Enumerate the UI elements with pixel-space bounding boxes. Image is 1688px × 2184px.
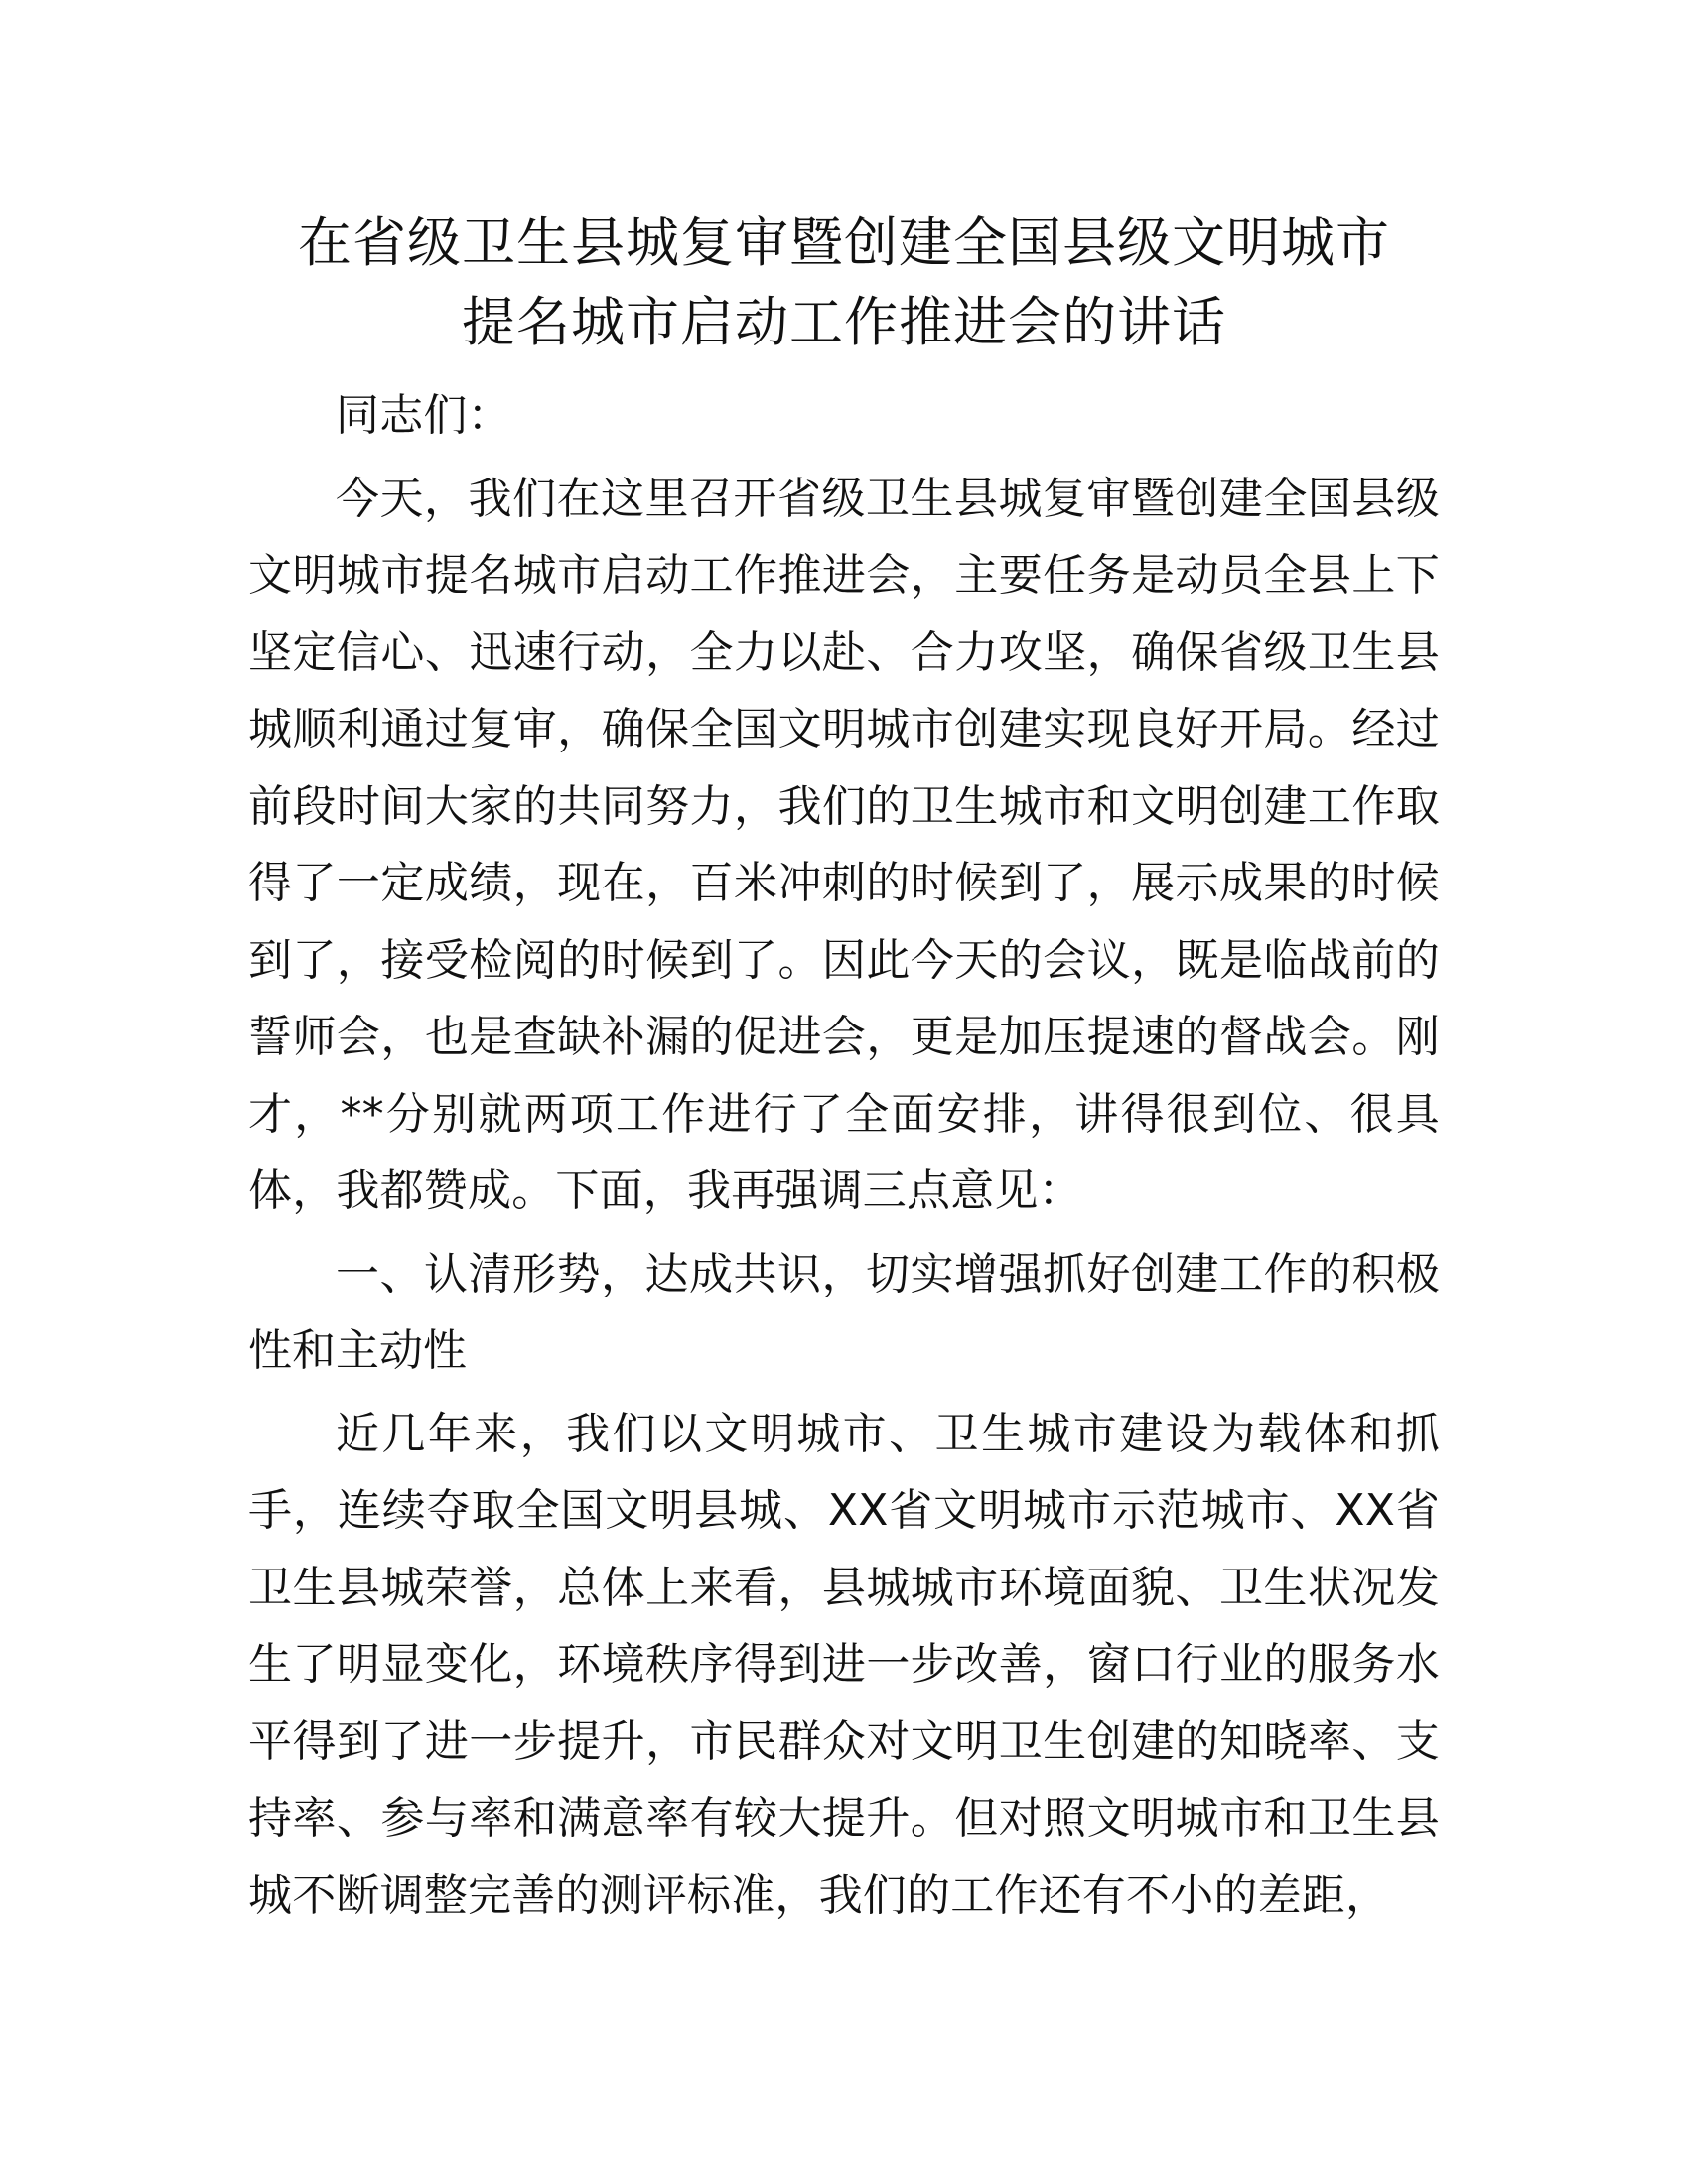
section-heading-1: 一、认清形势，达成共识，切实增强抓好创建工作的积极性和主动性 [248, 1248, 1440, 1376]
document-body [248, 377, 1440, 1934]
opening-paragraph: 今天，我们在这里召开省级卫生县城复审暨创建全国县级文明城市提名城市启动工作推进会，主要任务是动员全县上下坚定信心、迅速行动，全力以赴、合力攻坚，确保省级卫生县城顺利通过复审，确保全国文明城市创建实现良好开局。经过前段时间大家的共同努力，我们的卫生城市和文明创建工作取得了一定成绩，现在，百米冲刺的时候到了，展示成果的时候到了，接受检阅的时候到了。因此今天的会议，既是临战前的誓师会，也是查缺补漏的促进会，更是加压提速的督战会。刚才，**分别就两项工作进行了全面安排，讲得很到位、很具体，我都赞成。下面，我再强调三点意见： [248, 473, 1440, 1216]
title-line-2: 提名城市启动工作推进会的讲话 [462, 291, 1226, 353]
document-title [248, 204, 1440, 362]
section-1-paragraph: 近几年来，我们以文明城市、卫生城市建设为载体和抓手，连续夺取全国文明县城、XX省文明城市示范城市、XX省卫生县城荣誉，总体上来看，县城城市环境面貌、卫生状况发生了明显变化，环境秩序得到进一步改善，窗口行业的服务水平得到了进一步提升，市民群众对文明卫生创建的知晓率、支持率、参与率和满意率有较大提升。但对照文明城市和卫生县城不断调整完善的测评标准，我们的工作还有不小的差距， [248, 1408, 1440, 1921]
title-line-1: 在省级卫生县城复审暨创建全国县级文明城市 [298, 211, 1390, 274]
salutation: 同志们： [336, 390, 511, 441]
